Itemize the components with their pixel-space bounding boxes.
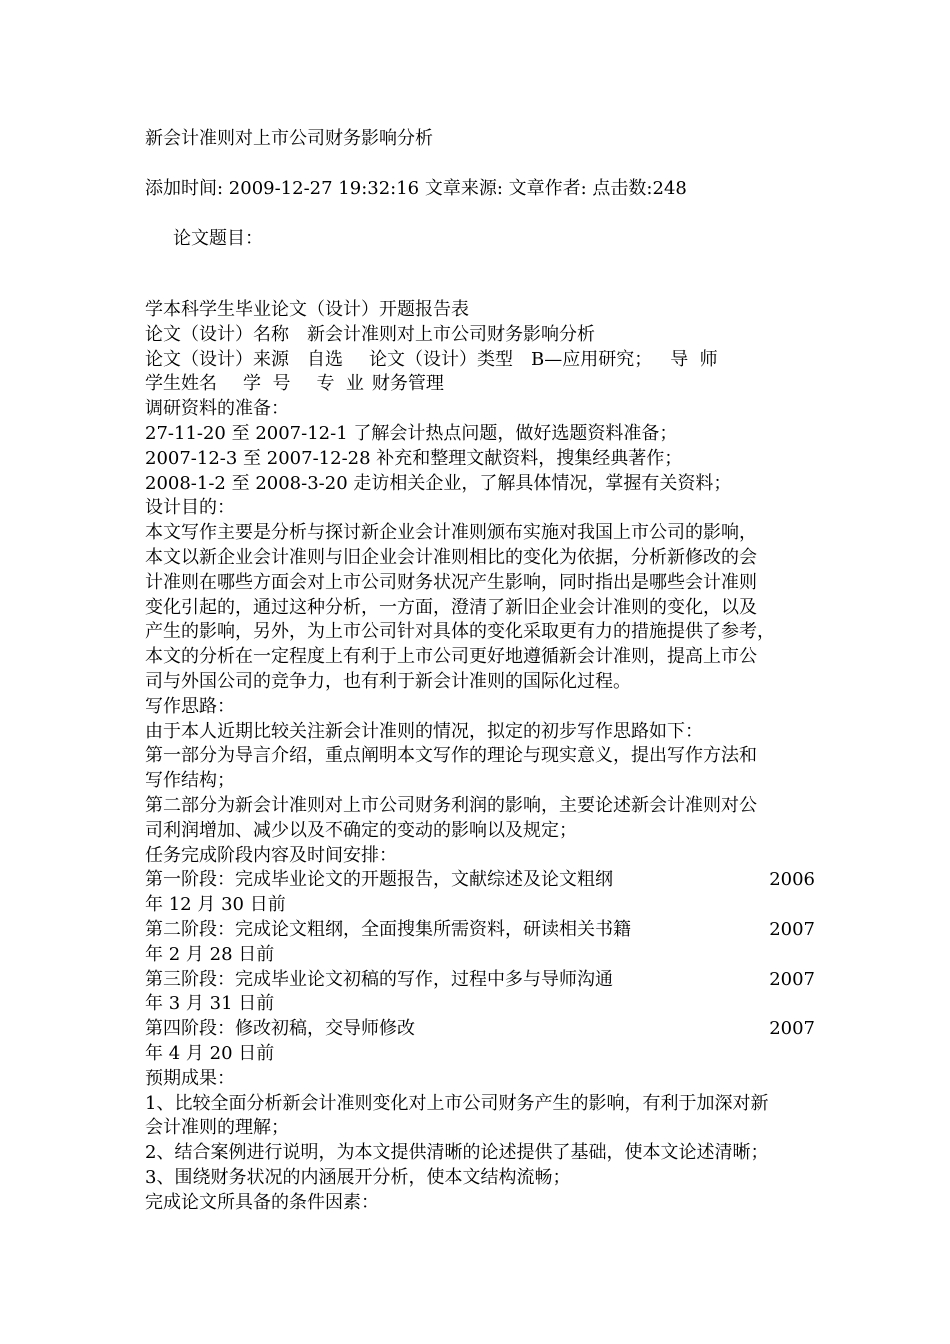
paragraph-line: 计准则在哪些方面会对上市公司财务状况产生影响，同时指出是哪些会计准则 <box>145 571 757 593</box>
schedule-stage <box>145 868 815 893</box>
stage-year: 2006 <box>769 869 815 891</box>
major-value: 财务管理 <box>371 373 444 395</box>
stage-text: 第四阶段：修改初稿，交导师修改 <box>145 1018 415 1040</box>
schedule-heading: 任务完成阶段内容及时间安排： <box>145 844 397 866</box>
list-item: 2008-1-2 至 2008-3-20 走访相关企业，了解具体情况，掌握有关资料； <box>145 472 732 494</box>
paragraph-line: 变化引起的，通过这种分析，一方面，澄清了新旧企业会计准则的变化，以及 <box>145 596 757 618</box>
purpose-heading: 设计目的： <box>145 497 235 519</box>
stage-year: 2007 <box>769 918 815 940</box>
report-body <box>145 298 815 1215</box>
paragraph-line: 本文写作主要是分析与探讨新企业会计准则颁布实施对我国上市公司的影响， <box>145 522 757 544</box>
article-title: 新会计准则对上市公司财务影响分析 <box>145 128 433 149</box>
type-value: B—应用研究； <box>531 348 653 370</box>
paragraph-line: 第一部分为导言介绍，重点阐明本文写作的理论与现实意义，提出写作方法和 <box>145 745 757 767</box>
name-value: 新会计准则对上市公司财务影响分析 <box>307 323 595 345</box>
conditions-heading: 完成论文所具备的条件因素： <box>145 1191 379 1213</box>
stage-date: 年 12 月 30 日前 <box>145 894 286 916</box>
approach-heading: 写作思路： <box>145 695 235 717</box>
paragraph-line: 本文以新企业会计准则与旧企业会计准则相比的变化为依据，分析新修改的会 <box>145 546 757 568</box>
stage-text: 第二阶段：完成论文粗纲，全面搜集所需资料，研读相关书籍 <box>145 918 631 940</box>
schedule-stage <box>145 968 815 993</box>
source-label: 论文（设计）来源 <box>145 348 289 370</box>
paragraph-line: 产生的影响，另外，为上市公司针对具体的变化采取更有力的措施提供了参考， <box>145 621 775 643</box>
type-label: 论文（设计）类型 <box>369 348 513 370</box>
paragraph-line: 第二部分为新会计准则对上市公司财务利润的影响，主要论述新会计准则对公 <box>145 794 757 816</box>
paragraph-line: 3、围绕财务状况的内涵展开分析，使本文结构流畅； <box>145 1166 571 1188</box>
paragraph-line: 写作结构； <box>145 770 235 792</box>
outcomes-heading: 预期成果： <box>145 1067 235 1089</box>
stage-date: 年 4 月 20 日前 <box>145 1042 275 1064</box>
form-heading: 学本科学生毕业论文（设计）开题报告表 <box>145 299 469 320</box>
topic-label: 论文题目： <box>173 228 263 249</box>
paragraph-line: 由于本人近期比较关注新会计准则的情况，拟定的初步写作思路如下： <box>145 720 703 742</box>
paragraph-line: 1、比较全面分析新会计准则变化对上市公司财务产生的影响，有利于加深对新 <box>145 1092 769 1114</box>
stage-text: 第一阶段：完成毕业论文的开题报告，文献综述及论文粗纲 <box>145 869 613 891</box>
major-label: 专 业 <box>316 373 364 395</box>
stage-year: 2007 <box>769 968 815 990</box>
list-item: 2007-12-3 至 2007-12-28 补充和整理文献资料，搜集经典著作； <box>145 447 683 469</box>
list-item: 27-11-20 至 2007-12-1 了解会计热点问题，做好选题资料准备； <box>145 422 678 444</box>
paragraph-line: 2、结合案例进行说明，为本文提供清晰的论述提供了基础，使本文论述清晰； <box>145 1142 769 1164</box>
paragraph-line: 本文的分析在一定程度上有利于上市公司更好地遵循新会计准则，提高上市公 <box>145 646 757 668</box>
name-label: 论文（设计）名称 <box>145 323 289 345</box>
form-student-row <box>145 372 815 397</box>
paragraph-line: 司利润增加、减少以及不确定的变动的影响以及规定； <box>145 819 577 841</box>
student-no-label: 学 号 <box>243 373 291 395</box>
schedule-stage <box>145 1017 815 1042</box>
form-source-row <box>145 348 815 373</box>
stage-text: 第三阶段：完成毕业论文初稿的写作，过程中多与导师沟通 <box>145 968 613 990</box>
paragraph-line: 司与外国公司的竞争力，也有利于新会计准则的国际化过程。 <box>145 670 631 692</box>
article-meta: 添加时间: 2009-12-27 19:32:16 文章来源: 文章作者: 点击数:248 <box>145 178 687 199</box>
form-name-row <box>145 323 815 348</box>
advisor-label: 导 师 <box>670 348 718 370</box>
student-label: 学生姓名 <box>145 373 217 395</box>
paragraph-line: 会计准则的理解； <box>145 1117 289 1139</box>
schedule-stage <box>145 918 815 943</box>
stage-date: 年 2 月 28 日前 <box>145 943 275 965</box>
stage-date: 年 3 月 31 日前 <box>145 993 275 1015</box>
research-heading: 调研资料的准备： <box>145 398 289 420</box>
stage-year: 2007 <box>769 1018 815 1040</box>
source-value: 自选 <box>307 348 343 370</box>
